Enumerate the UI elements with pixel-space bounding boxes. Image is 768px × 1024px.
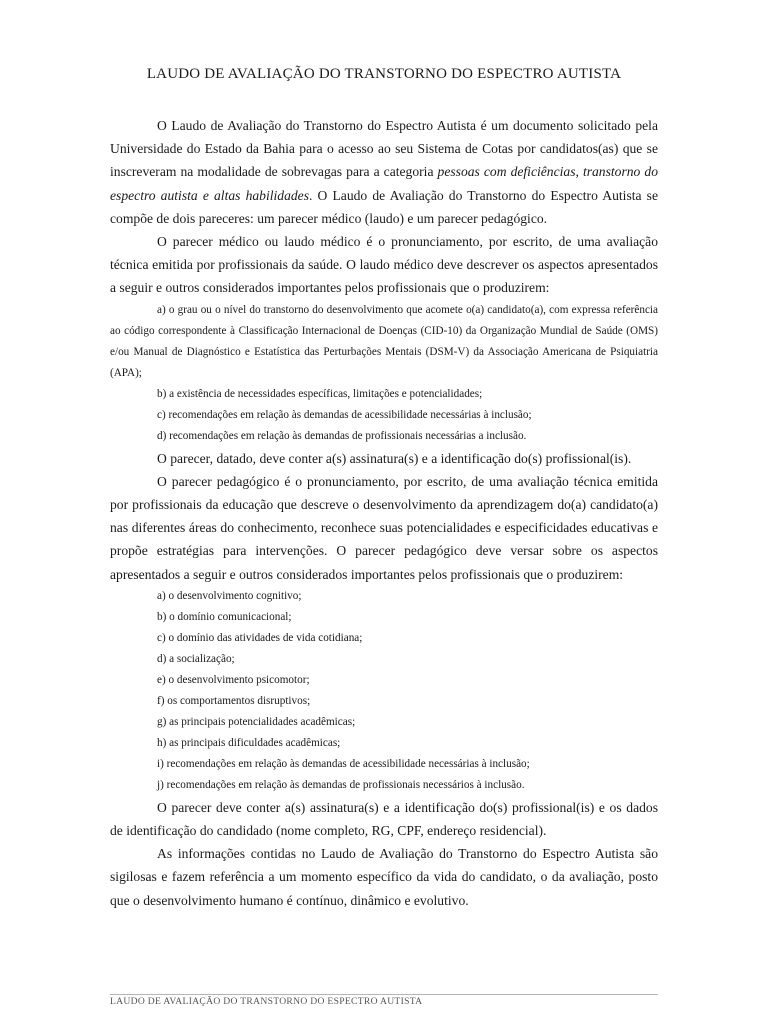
intro-text-a: O Laudo de Avaliação do Transtorno do Espectro Autista é um documento solicitado pela Universidade do Estado da Bahia para o acesso ao seu Sistema de Cotas por candidatos(as) que se inscreveram na modalidade de sobrevagas para a categoria (110, 118, 658, 180)
list-item: d) recomendações em relação às demandas de profissionais necessárias a inclusão. (157, 429, 527, 442)
intro-paragraph (110, 114, 658, 230)
list-item: b) a existência de necessidades específicas, limitações e potencialidades; (157, 387, 483, 400)
intro-italic-category: pessoas com deficiências, transtorno do espectro autista e altas habilidades (110, 164, 658, 203)
confidentiality-paragraph: As informações contidas no Laudo de Avaliação do Transtorno do Espectro Autista são sigilosas e fazem referência a um momento específico da vida do candidato, o da avaliação, posto que o desenvolvimento humano é contínuo, dinâmico e evolutivo. (110, 846, 658, 908)
list-item: e) o desenvolvimento psicomotor; (157, 673, 310, 686)
list-item: d) a socialização; (157, 652, 235, 665)
list-item: h) as principais dificuldades acadêmicas; (157, 736, 341, 749)
list-item: i) recomendações em relação às demandas de acessibilidade necessárias à inclusão; (157, 757, 530, 770)
document-title: LAUDO DE AVALIAÇÃO DO TRANSTORNO DO ESPECTRO AUTISTA (146, 66, 622, 82)
document-body (110, 114, 658, 912)
list-item: c) o domínio das atividades de vida cotidiana; (157, 631, 363, 644)
pedagogical-requirements-list (110, 586, 658, 796)
medical-requirements-list (110, 300, 658, 447)
list-item: c) recomendações em relação às demandas de acessibilidade necessárias à inclusão; (157, 408, 532, 421)
list-item: j) recomendações em relação às demandas de profissionais necessários à inclusão. (157, 778, 525, 791)
list-item: a) o grau ou o nível do transtorno do desenvolvimento que acomete o(a) candidato(a), com expressa referência ao código correspondente à Classificação Internacional de Doenças (CID-10) da Organização Mundial de Saúde (OMS) e/ou Manual de Diagnóstico e Estatística das Perturbações Mentais (DSM-V) da Associação Americana de Psiquiatria (APA); (110, 303, 658, 379)
footer-divider (110, 994, 658, 995)
intro-text-b: . O Laudo de Avaliação do Transtorno do Espectro Autista se compõe de dois pareceres: um parecer médico (laudo) e um parecer pedagógico. (110, 187, 658, 226)
list-item: f) os comportamentos disruptivos; (157, 694, 311, 707)
identification-paragraph: O parecer deve conter a(s) assinatura(s) e a identificação do(s) profissional(is) e os dados de identificação do candidado (nome completo, RG, CPF, endereço residencial). (110, 799, 658, 839)
page-footer: LAUDO DE AVALIAÇÃO DO TRANSTORNO DO ESPECTRO AUTISTA (110, 996, 423, 1007)
list-item: g) as principais potencialidades acadêmicas; (157, 715, 356, 728)
list-item: a) o desenvolvimento cognitivo; (157, 589, 302, 602)
list-item: b) o domínio comunicacional; (157, 610, 292, 623)
signature-paragraph: O parecer, datado, deve conter a(s) assinatura(s) e a identificação do(s) profissional(is). (157, 450, 632, 466)
pedagogical-opinion-paragraph: O parecer pedagógico é o pronunciamento, por escrito, de uma avaliação técnica emitida por profissionais da educação que descreve o desenvolvimento da aprendizagem do(a) candidato(a) nas diferentes áreas do conhecimento, reconhece suas potencialidades e especificidades educativas e propõe estratégias para intervenções. O parecer pedagógico deve versar sobre os aspectos apresentados a seguir e outros considerados importantes pelos profissionais que o produzirem: (110, 473, 658, 582)
medical-opinion-paragraph: O parecer médico ou laudo médico é o pronunciamento, por escrito, de uma avaliação técnica emitida por profissionais da saúde. O laudo médico deve descrever os aspectos apresentados a seguir e outros considerados importantes pelos profissionais que o produzirem: (110, 234, 658, 296)
